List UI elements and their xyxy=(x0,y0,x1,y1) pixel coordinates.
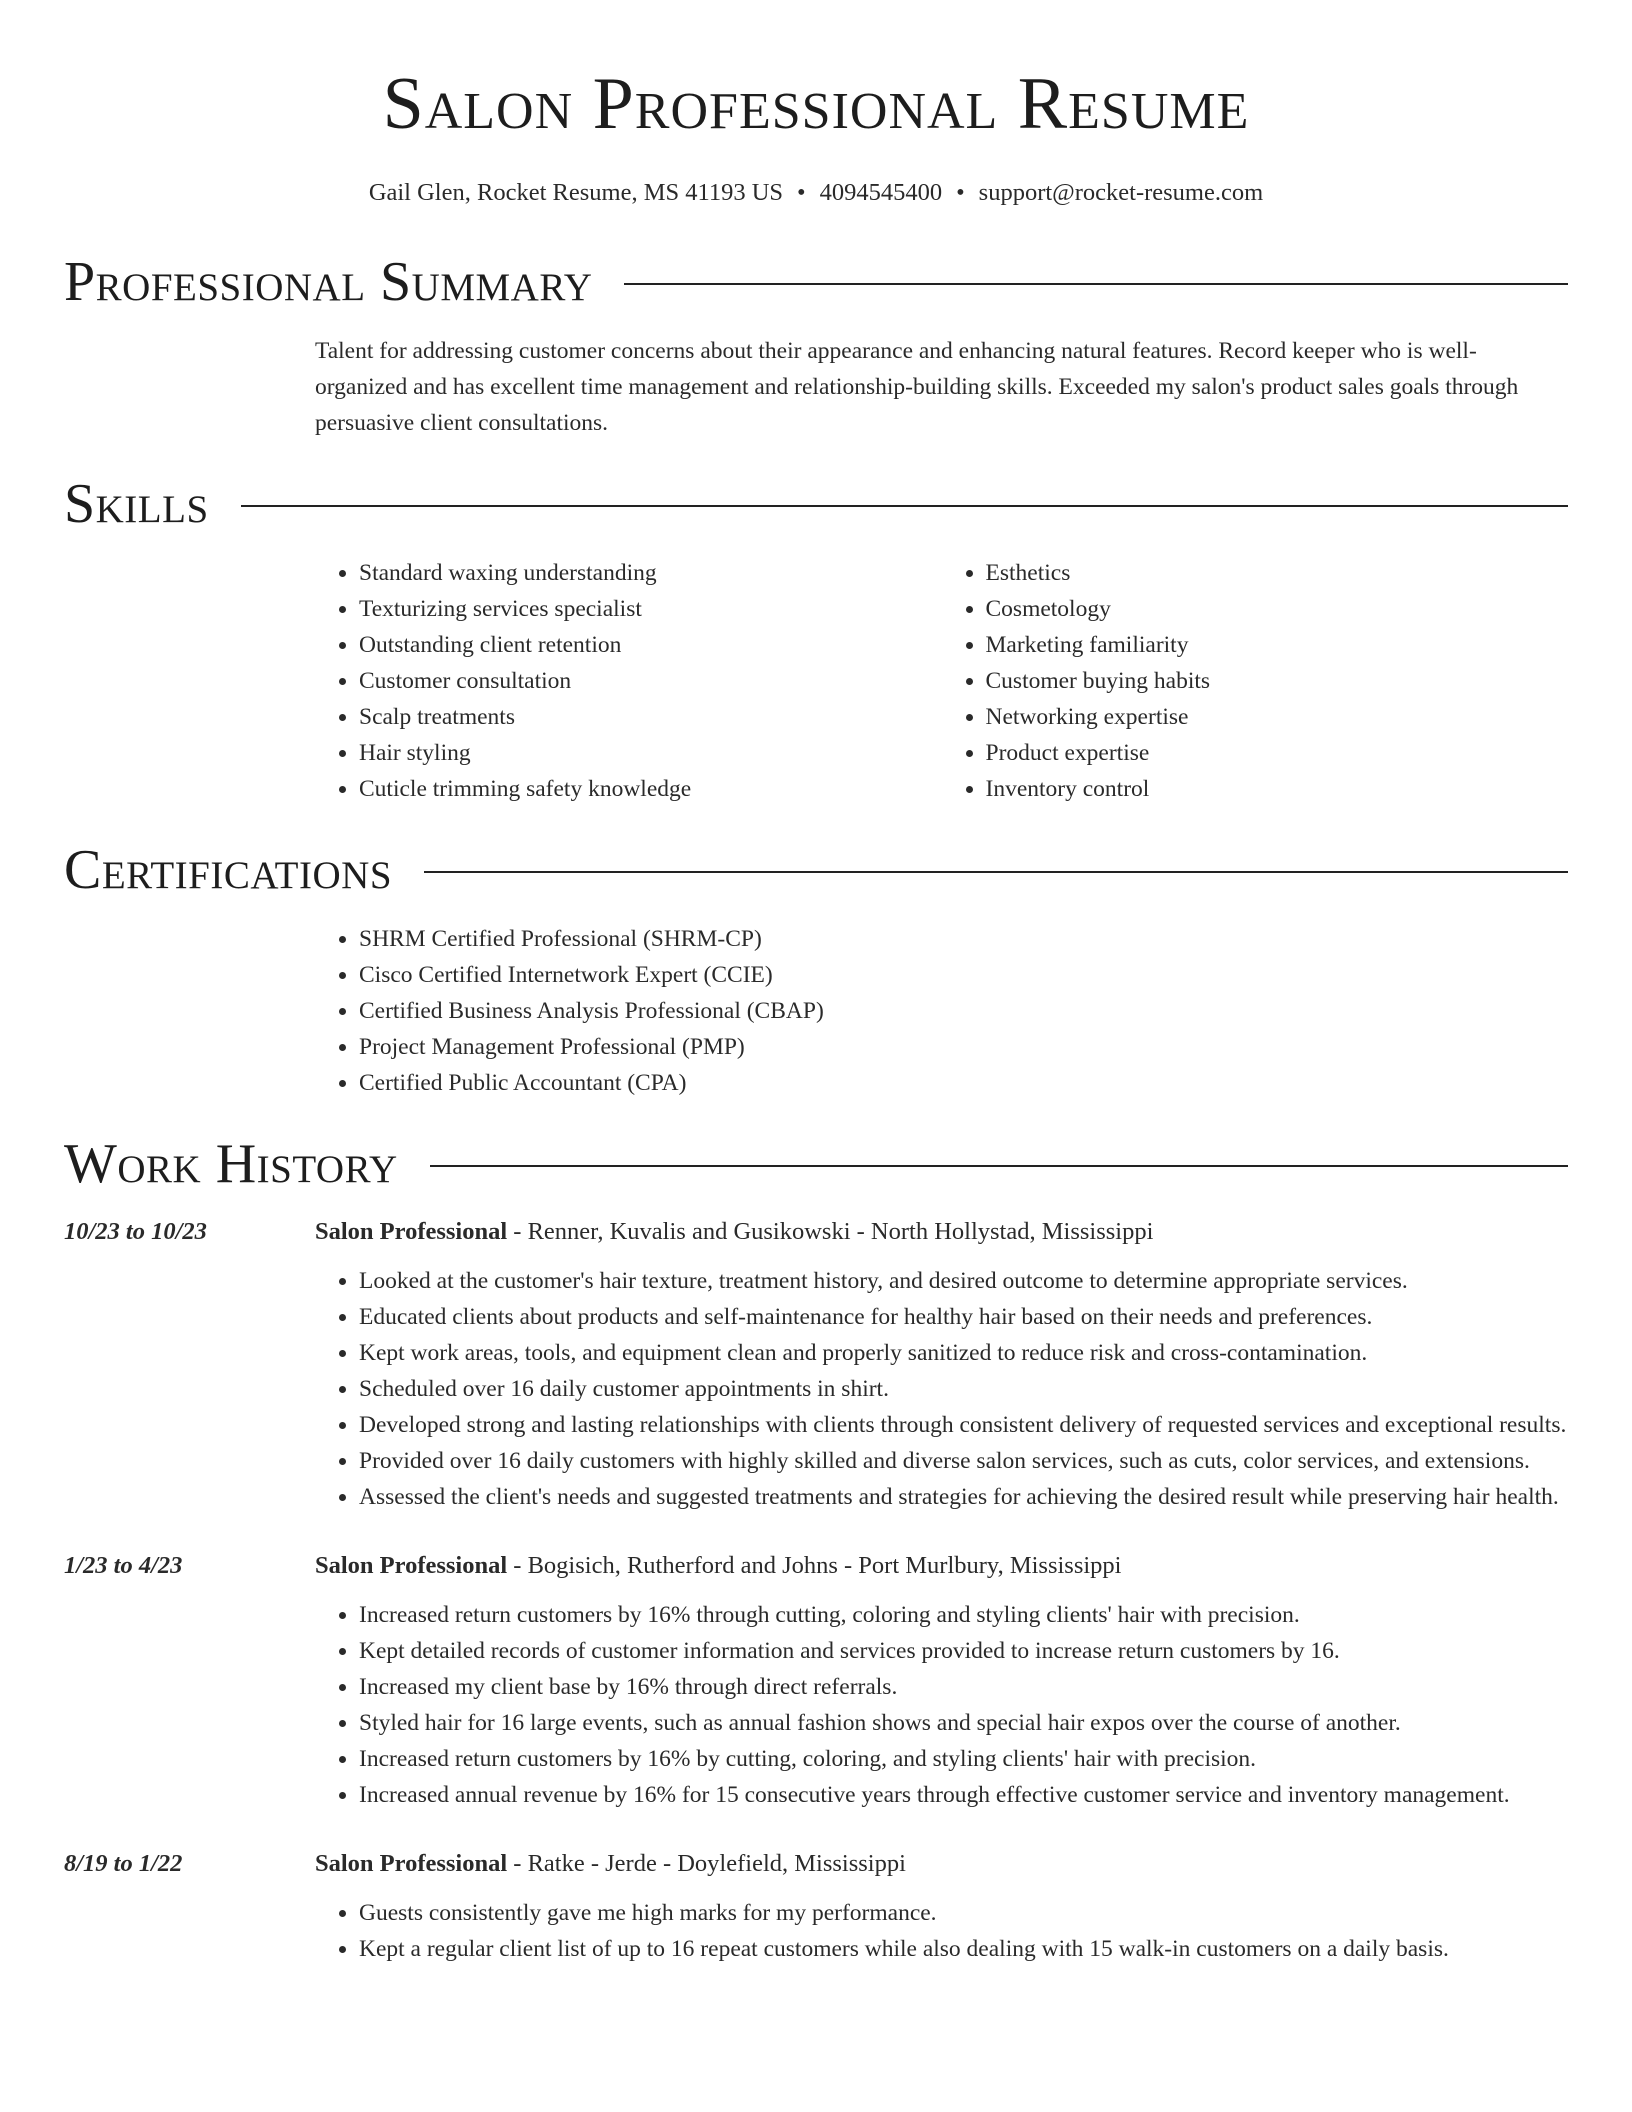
job-bullets xyxy=(315,1263,1568,1515)
job-bullet: • Kept work areas, tools, and equipment clean and properly sanitized to reduce risk and cross-contamination. xyxy=(359,1335,1568,1371)
contact-separator: • xyxy=(797,179,806,206)
skills-list xyxy=(315,555,1568,807)
contact-address: Gail Glen, Rocket Resume, MS 41193 US xyxy=(368,179,784,206)
job-employer: - Bogisich, Rutherford and Johns - Port Murlbury, Mississippi xyxy=(507,1552,1122,1579)
certifications-heading: Certifications xyxy=(64,839,393,901)
certifications-list xyxy=(315,921,1568,1101)
job-dates: 1/23 to 4/23 xyxy=(64,1552,183,1579)
certification-item: • Project Management Professional (PMP) xyxy=(359,1029,1568,1065)
job-title: Salon Professional xyxy=(315,1552,508,1579)
skill-item: • Outstanding client retention xyxy=(359,627,942,663)
section-divider xyxy=(624,283,1568,285)
skill-item: • Customer consultation xyxy=(359,663,942,699)
skill-item: • Texturizing services specialist xyxy=(359,591,942,627)
certifications-section-header xyxy=(64,838,1568,902)
job-bullets xyxy=(315,1597,1568,1813)
section-divider xyxy=(241,505,1568,507)
skill-item: • Esthetics xyxy=(986,555,1569,591)
certification-item: • Certified Public Accountant (CPA) xyxy=(359,1065,1568,1101)
skill-item: • Networking expertise xyxy=(986,699,1569,735)
job-employer: - Renner, Kuvalis and Gusikowski - North Hollystad, Mississippi xyxy=(507,1218,1154,1245)
certification-item: • Cisco Certified Internetwork Expert (CCIE) xyxy=(359,957,1568,993)
job-body xyxy=(315,1846,1568,1967)
job-title: Salon Professional xyxy=(315,1850,508,1877)
job-bullet: • Developed strong and lasting relationships with clients through consistent delivery of requested services and exceptional results. xyxy=(359,1407,1568,1443)
summary-heading: Professional Summary xyxy=(64,251,593,313)
job-entry xyxy=(64,1548,1568,1813)
skills-column-left xyxy=(315,555,942,807)
section-divider xyxy=(424,871,1568,873)
contact-line xyxy=(64,178,1568,208)
skill-item: • Cuticle trimming safety knowledge xyxy=(359,771,942,807)
skill-item: • Cosmetology xyxy=(986,591,1569,627)
certification-item: • SHRM Certified Professional (SHRM-CP) xyxy=(359,921,1568,957)
skills-section-header xyxy=(64,472,1568,536)
skill-item: • Hair styling xyxy=(359,735,942,771)
job-header xyxy=(315,1548,1568,1584)
job-entry xyxy=(64,1214,1568,1515)
summary-section-header xyxy=(64,250,1568,314)
job-body xyxy=(315,1548,1568,1813)
skill-item: • Standard waxing understanding xyxy=(359,555,942,591)
job-bullet: • Increased return customers by 16% by cutting, coloring, and styling clients' hair with precision. xyxy=(359,1741,1568,1777)
job-bullet: • Guests consistently gave me high marks for my performance. xyxy=(359,1895,1568,1931)
job-bullet: • Increased annual revenue by 16% for 15 consecutive years through effective customer service and inventory management. xyxy=(359,1777,1568,1813)
skill-item: • Inventory control xyxy=(986,771,1569,807)
skill-item: • Customer buying habits xyxy=(986,663,1569,699)
job-bullet: • Looked at the customer's hair texture, treatment history, and desired outcome to determine appropriate services. xyxy=(359,1263,1568,1299)
contact-phone: 4094545400 xyxy=(819,179,943,206)
summary-text: Talent for addressing customer concerns about their appearance and enhancing natural features. Record keeper who is well-organized and has excellent time management and relationship-building skills. Exceeded my salon's product sales goals through persuasive client consultations. xyxy=(315,338,1519,436)
section-divider xyxy=(430,1165,1568,1167)
job-employer: - Ratke - Jerde - Doylefield, Mississippi xyxy=(507,1850,906,1877)
job-bullet: • Increased my client base by 16% through direct referrals. xyxy=(359,1669,1568,1705)
job-dates: 10/23 to 10/23 xyxy=(64,1218,207,1245)
job-bullet: • Educated clients about products and self-maintenance for healthy hair based on their needs and preferences. xyxy=(359,1299,1568,1335)
work-history-heading: Work History xyxy=(64,1133,398,1195)
contact-email: support@rocket-resume.com xyxy=(978,179,1264,206)
skill-item: • Scalp treatments xyxy=(359,699,942,735)
work-history-section-header xyxy=(64,1132,1568,1196)
skills-heading: Skills xyxy=(64,473,209,535)
job-bullet: • Scheduled over 16 daily customer appointments in shirt. xyxy=(359,1371,1568,1407)
job-bullet: • Provided over 16 daily customers with highly skilled and diverse salon services, such as cuts, color services, and extensions. xyxy=(359,1443,1568,1479)
job-bullet: • Kept detailed records of customer information and services provided to increase return customers by 16. xyxy=(359,1633,1568,1669)
job-bullet: • Increased return customers by 16% through cutting, coloring and styling clients' hair with precision. xyxy=(359,1597,1568,1633)
skill-item: • Product expertise xyxy=(986,735,1569,771)
job-dates: 8/19 to 1/22 xyxy=(64,1850,183,1877)
contact-separator: • xyxy=(956,179,965,206)
job-entry xyxy=(64,1846,1568,1967)
job-bullets xyxy=(315,1895,1568,1967)
job-bullet: • Kept a regular client list of up to 16 repeat customers while also dealing with 15 walk-in customers on a daily basis. xyxy=(359,1931,1568,1967)
skill-item: • Marketing familiarity xyxy=(986,627,1569,663)
job-body xyxy=(315,1214,1568,1515)
job-title: Salon Professional xyxy=(315,1218,508,1245)
job-header xyxy=(315,1846,1568,1882)
resume-title: Salon Professional Resume xyxy=(382,63,1250,145)
job-bullet: • Styled hair for 16 large events, such as annual fashion shows and special hair expos over the course of another. xyxy=(359,1705,1568,1741)
skills-column-right xyxy=(942,555,1569,807)
job-bullet: • Assessed the client's needs and suggested treatments and strategies for achieving the desired result while preserving hair health. xyxy=(359,1479,1568,1515)
job-header xyxy=(315,1214,1568,1250)
certifications-items xyxy=(315,921,1568,1101)
certification-item: • Certified Business Analysis Professional (CBAP) xyxy=(359,993,1568,1029)
